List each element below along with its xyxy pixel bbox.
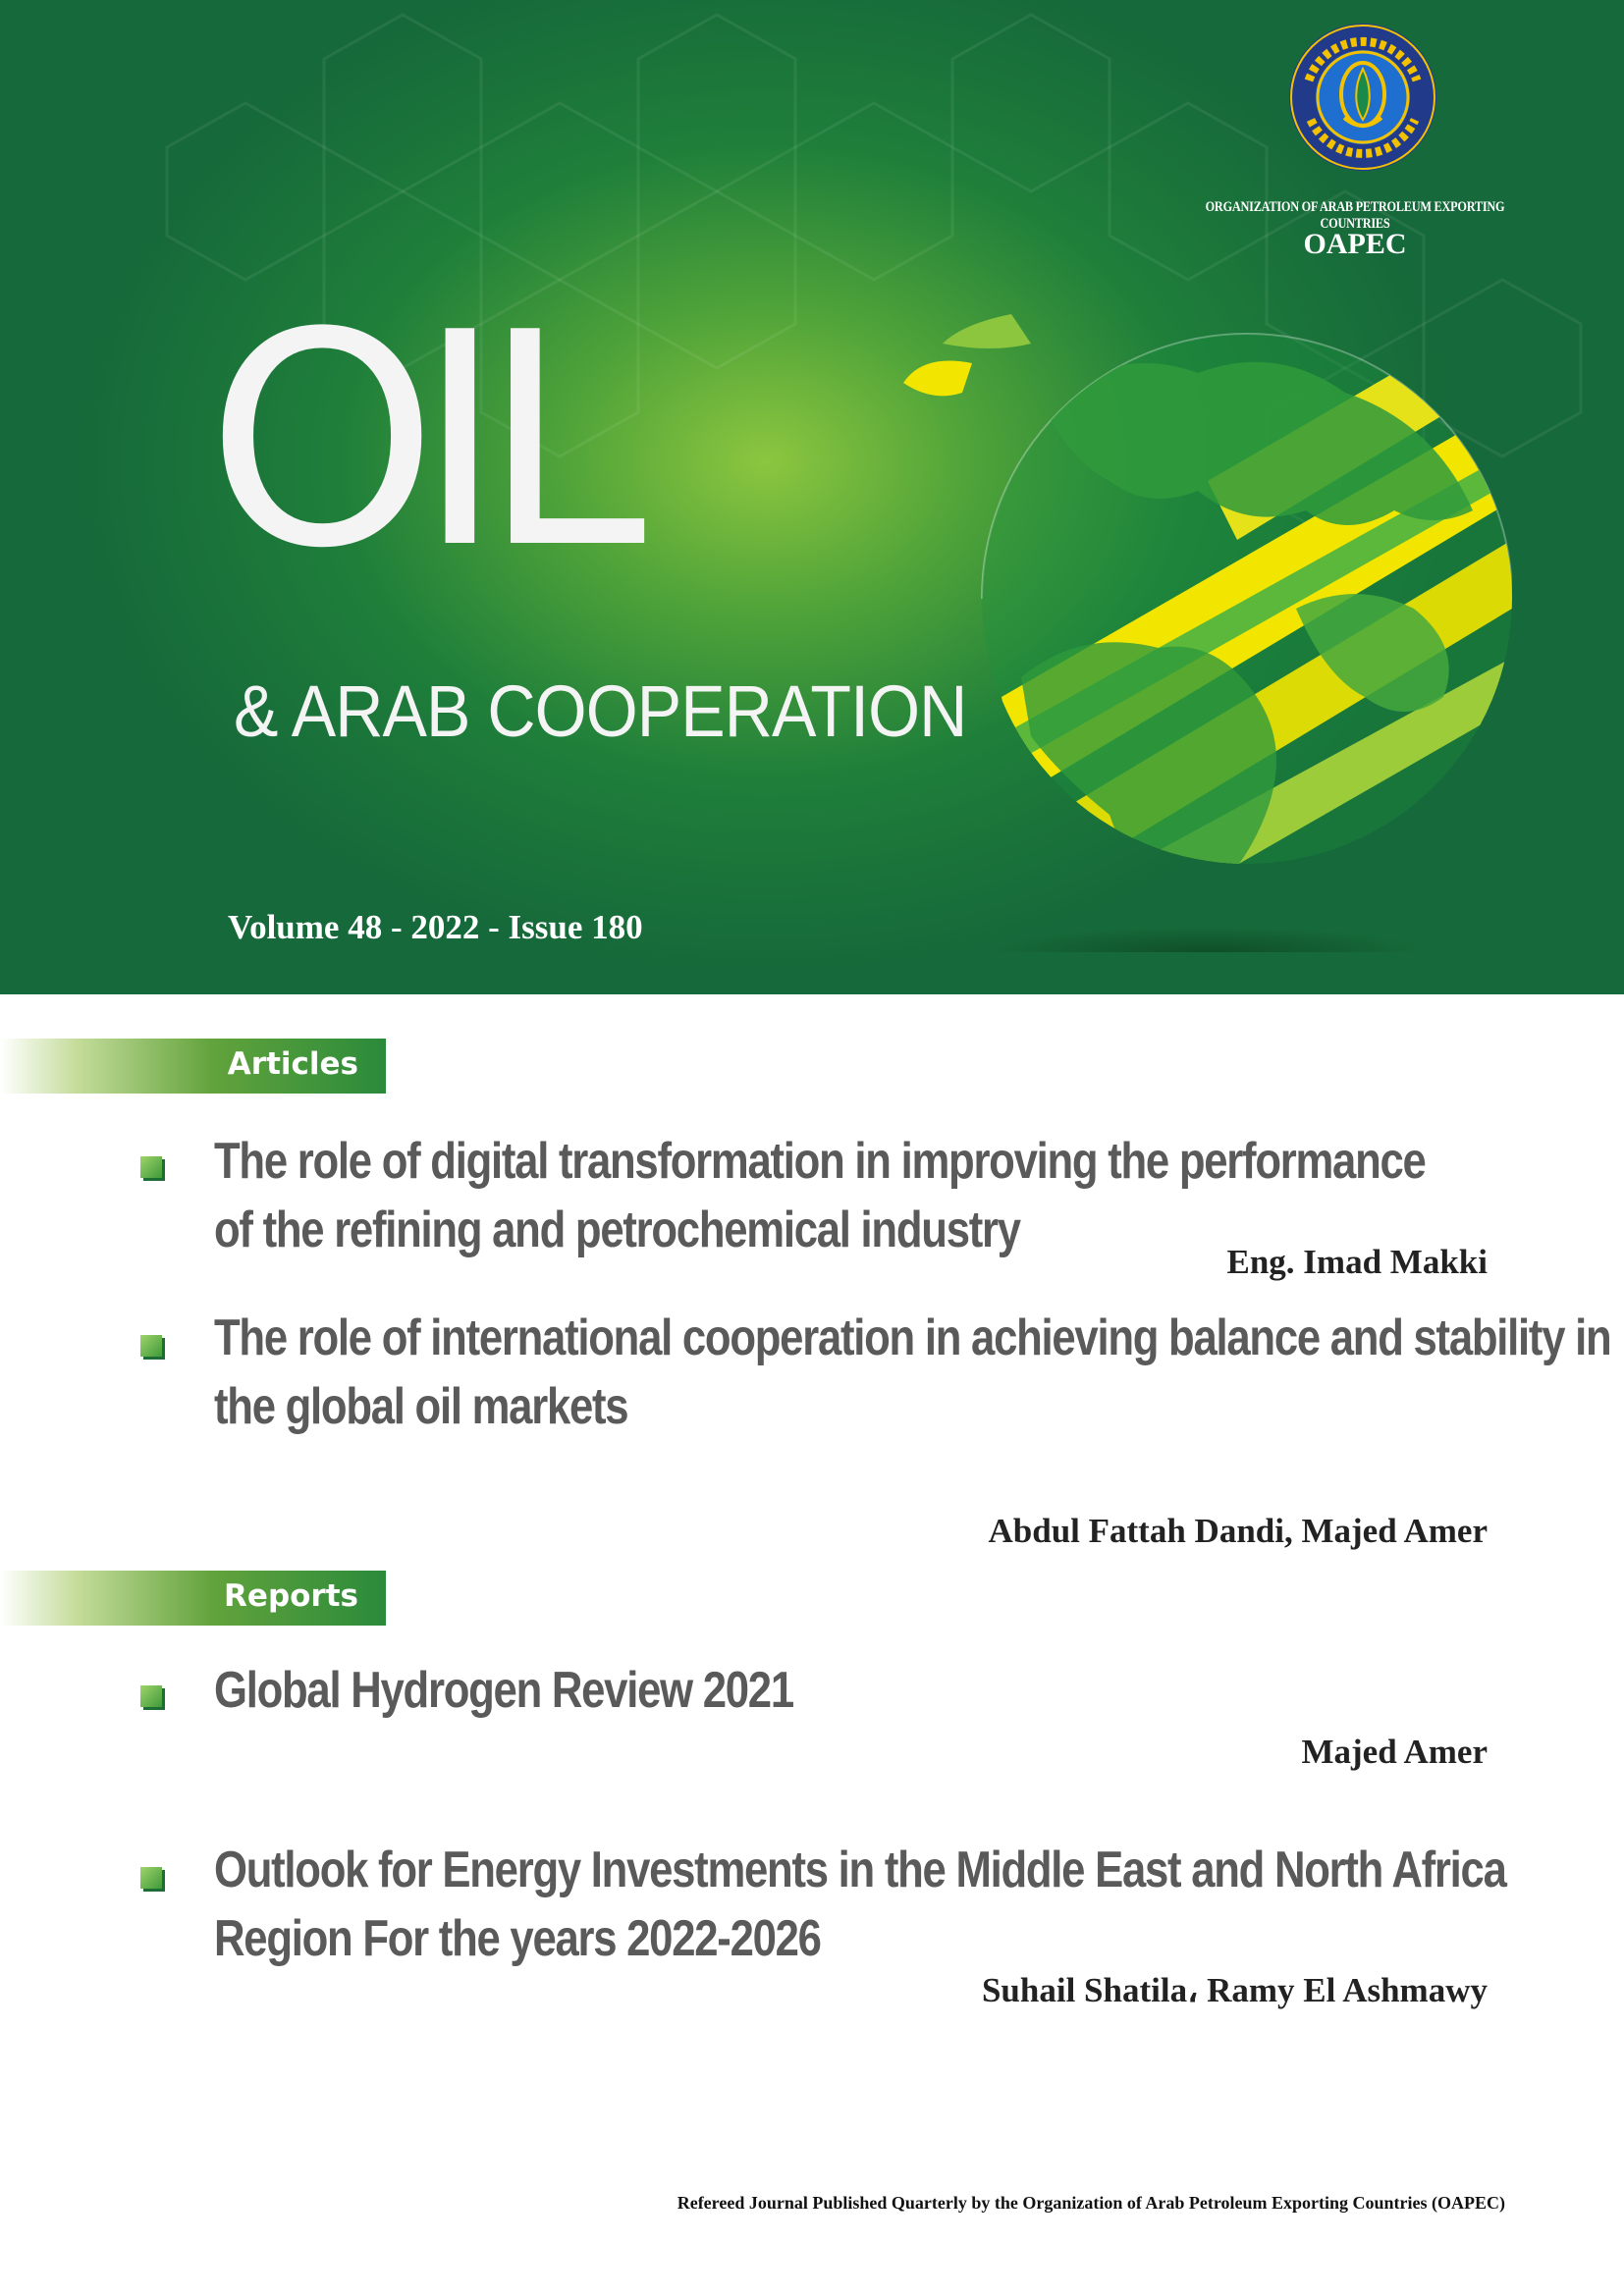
- globe-illustration: [884, 285, 1512, 952]
- organization-abbreviation: OAPEC: [1303, 228, 1407, 260]
- report-title-line: Region For the years 2022-2026: [214, 1910, 821, 1967]
- article-author: Abdul Fattah Dandi, Majed Amer: [988, 1512, 1488, 1550]
- bullet-square-icon: [140, 1685, 162, 1707]
- organization-name: ORGANIZATION OF ARAB PETROLEUM EXPORTING COUNTRIES: [1205, 199, 1505, 232]
- oapec-logo: [1287, 22, 1438, 173]
- bullet-square-icon: [140, 1867, 162, 1889]
- report-author: Majed Amer: [1301, 1733, 1488, 1771]
- report-title: [214, 1656, 793, 1725]
- bullet-square-icon: [140, 1335, 162, 1357]
- report-title-line: Outlook for Energy Investments in the Middle East and North Africa: [214, 1842, 1506, 1898]
- article-title-line: The role of international cooperation in achieving balance and stability in: [214, 1309, 1611, 1366]
- footer-note: Refereed Journal Published Quarterly by the Organization of Arab Petroleum Exporting Countries (OAPEC): [677, 2193, 1505, 2213]
- journal-subtitle: & ARAB COOPERATION: [234, 670, 967, 752]
- report-title-line: Global Hydrogen Review 2021: [214, 1662, 793, 1719]
- report-title: [214, 1836, 1506, 1973]
- report-author: Suhail Shatila، Ramy El Ashmawy: [981, 1971, 1488, 2009]
- article-title-line: of the refining and petrochemical industry: [214, 1201, 1020, 1258]
- journal-title: OIL: [206, 270, 624, 613]
- section-label: Reports: [224, 1578, 358, 1614]
- article-title-line: the global oil markets: [214, 1378, 628, 1435]
- article-author: Eng. Imad Makki: [1226, 1243, 1488, 1281]
- cover-hero: [0, 0, 1624, 994]
- bullet-square-icon: [140, 1156, 162, 1178]
- section-header-reports: [0, 1571, 386, 1626]
- section-label: Articles: [227, 1046, 358, 1082]
- article-title-line: The role of digital transformation in improving the performance: [214, 1133, 1426, 1190]
- article-title: [214, 1304, 1610, 1441]
- section-header-articles: [0, 1039, 386, 1094]
- volume-issue: Volume 48 - 2022 - Issue 180: [228, 908, 643, 946]
